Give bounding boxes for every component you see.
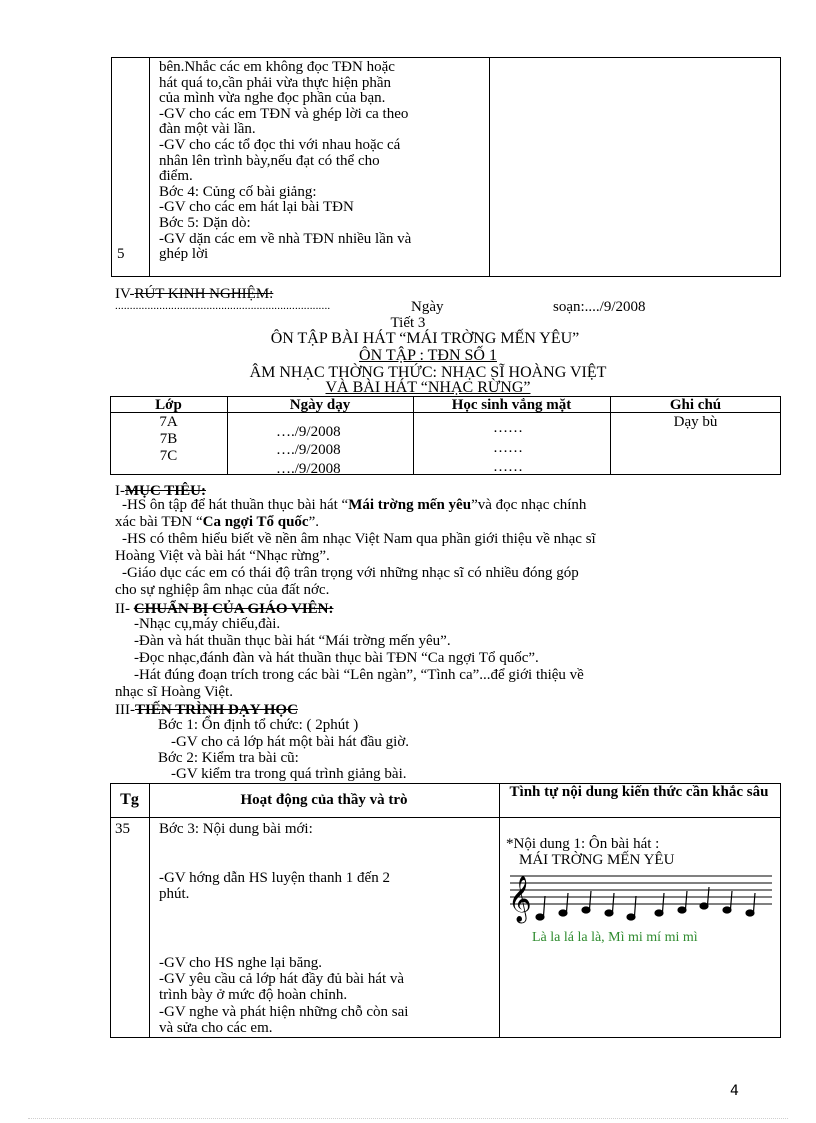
main-header-tg: Tg	[120, 791, 139, 808]
top-table-line: nhân lên trình bày,nếu đạt có thể cho	[159, 152, 380, 169]
main-header-content: Tình tự nội dung kiến thức cần khắc sâu	[509, 784, 769, 800]
section-ii-l4b: nhạc sĩ Hoàng Việt.	[115, 684, 233, 700]
class-header-ngay: Ngày dạy	[289, 397, 351, 413]
top-table-line: -GV cho các em hát lại bài TĐN	[159, 199, 354, 216]
soan-label: soạn:..../9/2008	[553, 299, 646, 315]
section-iii-l2: -GV cho cả lớp hát một bài hát đầu giờ.	[171, 734, 410, 750]
lesson-title-2: ÔN TẬP : TĐN SỐ 1	[359, 347, 497, 364]
activity-warmup: -GV hớng dẫn HS luyện thanh 1 đến 2	[159, 870, 390, 886]
top-table-line: ghép lời	[159, 246, 209, 263]
activity-sing: -GV yêu cầu cả lớp hát đầy đủ bài hát và	[159, 971, 405, 987]
section-i-p3: -Giáo dục các em có thái độ trân trọng với những nhạc sĩ có nhiều đóng góp	[122, 565, 579, 581]
class-header-ghichu: Ghi chú	[669, 397, 722, 413]
top-table-number: 5	[117, 246, 125, 262]
activity-step3: Bớc 3: Nội dung bài mới:	[159, 821, 313, 837]
activity-sing-b: trình bày ở mức độ hoàn chỉnh.	[159, 987, 348, 1003]
footer-rule	[28, 1118, 788, 1119]
top-table-line: Bớc 4: Củng cố bài giảng:	[159, 183, 317, 200]
top-table-line: hát quá to,cần phải vừa thực hiện phần	[159, 74, 392, 91]
main-col-1	[149, 783, 150, 1038]
section-iv-dots: .........................................................................	[115, 300, 331, 312]
absent-7a: ……	[493, 420, 523, 436]
top-table-line: Bớc 5: Dặn dò:	[159, 215, 251, 231]
top-table-divider-2	[489, 57, 490, 277]
main-header-activity: Hoạt động của thầy và trò	[240, 792, 408, 808]
top-table-line: -GV cho các tổ đọc thi với nhau hoặc cá	[159, 137, 401, 153]
section-iii-l4: -GV kiểm tra trong quá trình giảng bài.	[171, 766, 407, 782]
content-heading: *Nội dung 1: Ôn bài hát :	[506, 836, 660, 852]
top-table-divider-1	[149, 57, 150, 277]
absent-7c: ……	[493, 459, 523, 475]
class-header-vang: Học sinh vắng mặt	[451, 397, 572, 413]
section-i-p1: -HS ôn tập để hát thuần thục bài hát “Mái trờng mến yêu”và đọc nhạc chính	[122, 497, 587, 513]
activity-correct: -GV nghe và phát hiện những chỗ còn sai	[159, 1004, 409, 1020]
class-header-lop: Lớp	[155, 397, 182, 413]
date-7b: …./9/2008	[276, 442, 341, 458]
section-i-p2: -HS có thêm hiểu biết về nền âm nhạc Việt Nam qua phần giới thiệu về nhạc sĩ	[122, 531, 596, 547]
section-ii-l4: -Hát đúng đoạn trích trong các bài “Lên ngàn”, “Tình ca”...để giới thiệu về	[134, 667, 584, 683]
section-iii-l3: Bớc 2: Kiểm tra bài cũ:	[158, 750, 299, 766]
content-song-title: MÁI TRỜNG MẾN YÊU	[519, 852, 675, 868]
main-col-2	[499, 783, 500, 1038]
activity-correct-b: và sửa cho các em.	[159, 1020, 273, 1036]
section-ii-heading: II- CHUẨN BỊ CỦA GIÁO VIÊN:	[115, 601, 334, 617]
section-ii-l1: -Nhạc cụ,máy chiếu,đài.	[134, 616, 281, 632]
lesson-tiet: Tiết 3	[390, 315, 426, 331]
main-tg-value: 35	[115, 821, 130, 837]
main-table-header-line	[110, 817, 781, 818]
section-ii-l2: -Đàn và hát thuần thục bài hát “Mái trờng mến yêu”.	[134, 633, 451, 649]
top-table-line: -GV cho các em TĐN và ghép lời ca theo	[159, 105, 409, 122]
date-7a: …./9/2008	[276, 424, 341, 440]
activity-warmup-b: phút.	[159, 886, 190, 902]
class-7a: 7A	[159, 414, 178, 430]
top-table-line: bên.Nhắc các em không đọc TĐN hoặc	[159, 59, 395, 75]
treble-clef-icon: 𝄞	[508, 876, 532, 922]
section-i-p2b: Hoàng Việt và bài hát “Nhạc rừng”.	[115, 548, 330, 564]
activity-listen: -GV cho HS nghe lại băng.	[159, 955, 323, 971]
top-table-line: điểm.	[159, 168, 193, 185]
section-i-p3b: cho sự nghiệp âm nhạc của đất nớc.	[115, 582, 330, 598]
lesson-title-4: VÀ BÀI HÁT “NHẠC RỪNG”	[325, 379, 531, 396]
top-table-line: của mình vừa nghe đọc phần của bạn.	[159, 90, 386, 107]
section-iii-heading: III-TIẾN TRÌNH DẠY HỌC	[115, 702, 298, 718]
section-i-p1b: xác bài TĐN “Ca ngợi Tổ quốc”.	[115, 514, 320, 530]
date-7c: …./9/2008	[276, 461, 341, 477]
section-i-heading: I-MỤC TIÊU:	[115, 483, 206, 499]
lesson-title-3: ÂM NHẠC THỜNG THỨC: NHẠC SĨ HOÀNG VIỆT	[249, 364, 607, 381]
section-iii-l1: Bớc 1: Ổn định tổ chức: ( 2phút )	[158, 717, 359, 733]
top-table-line: -GV dặn các em về nhà TĐN nhiều lần và	[159, 230, 412, 247]
section-ii-l3: -Đọc nhạc,đánh đàn và hát thuần thục bài TĐN “Ca ngợi Tổ quốc”.	[134, 650, 539, 666]
date-label: Ngày	[411, 299, 444, 315]
lesson-title-1: ÔN TẬP BÀI HÁT “MÁI TRỜNG MẾN YÊU”	[270, 330, 580, 347]
section-iv-heading: IV-RÚT KINH NGHIỆM:	[115, 286, 274, 302]
class-7c: 7C	[159, 448, 178, 464]
page-number: 4	[730, 1083, 739, 1099]
absent-7b: ……	[493, 440, 523, 456]
class-note: Dạy bù	[673, 414, 718, 430]
top-table-line: đàn một vài lần.	[159, 121, 256, 138]
class-7b: 7B	[159, 431, 178, 447]
music-staff	[506, 866, 774, 926]
solfege-line: Là la lá la là, Mì mi mí mi mì	[532, 930, 698, 945]
